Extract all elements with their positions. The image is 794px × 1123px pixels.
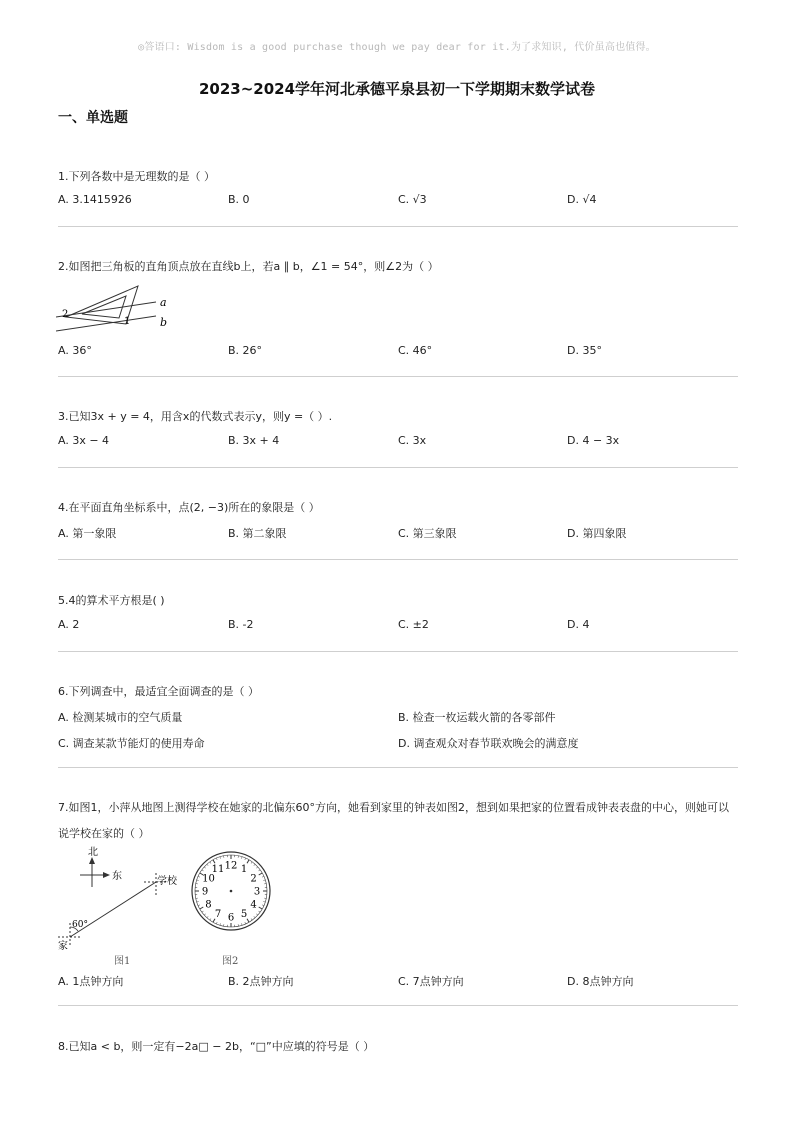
clock-tick bbox=[197, 902, 199, 903]
options bbox=[58, 618, 738, 636]
options bbox=[58, 973, 738, 991]
clock-tick bbox=[220, 923, 221, 925]
clock-tick bbox=[259, 907, 262, 909]
clock-tick bbox=[202, 911, 204, 912]
clock-number: 2 bbox=[250, 873, 257, 885]
question-stem: 1.下列各数中是无理数的是（ ） bbox=[58, 170, 215, 183]
clock-tick bbox=[254, 916, 255, 917]
angle-label: 60° bbox=[72, 920, 88, 930]
option-b[interactable]: B. 检查一枚运载火箭的各零部件 bbox=[398, 711, 556, 724]
clock-tick bbox=[242, 923, 243, 925]
clock-tick bbox=[242, 857, 243, 859]
option-d[interactable]: D. 4 − 3x bbox=[567, 434, 620, 447]
clock-tick bbox=[216, 858, 217, 860]
clock-tick bbox=[254, 864, 255, 865]
clock-tick bbox=[198, 876, 200, 877]
question-stem: 5.4的算术平方根是( ) bbox=[58, 594, 165, 607]
clock-number: 11 bbox=[211, 863, 225, 875]
clock-tick bbox=[207, 916, 208, 917]
clock-tick bbox=[245, 922, 246, 924]
option-a[interactable]: A. 36° bbox=[58, 344, 92, 357]
clock-tick bbox=[251, 919, 252, 921]
clock-tick bbox=[263, 880, 265, 881]
clock-tick bbox=[213, 860, 215, 863]
clock-tick bbox=[259, 870, 261, 871]
home-label: 家 bbox=[58, 941, 68, 952]
clock-number: 7 bbox=[214, 909, 222, 921]
clock-tick bbox=[207, 864, 208, 865]
clock-tick bbox=[202, 870, 204, 871]
option-d[interactable]: D. 35° bbox=[567, 344, 602, 357]
clock-tick bbox=[247, 919, 249, 922]
east-label: 东 bbox=[112, 871, 122, 882]
clock-tick bbox=[200, 907, 203, 909]
clock-number: 9 bbox=[201, 886, 209, 898]
line-b-label: b bbox=[160, 316, 168, 329]
option-b[interactable]: B. -2 bbox=[228, 618, 254, 631]
clock-number: 5 bbox=[240, 909, 248, 921]
option-a[interactable]: A. 第一象限 bbox=[58, 527, 117, 540]
clock-tick bbox=[263, 902, 265, 903]
option-c[interactable]: C. √3 bbox=[398, 193, 427, 206]
figure-2-caption: 图2 bbox=[222, 956, 239, 967]
clock-tick bbox=[245, 858, 246, 860]
question-3 bbox=[58, 408, 738, 447]
option-c[interactable]: C. 3x bbox=[398, 434, 427, 447]
section-heading: 一、单选题 bbox=[58, 110, 128, 126]
clock-number: 4 bbox=[250, 899, 257, 911]
school-label: 学校 bbox=[157, 876, 177, 887]
option-a[interactable]: A. 1点钟方向 bbox=[58, 975, 124, 988]
divider bbox=[58, 467, 738, 468]
clock-tick bbox=[216, 922, 217, 924]
divider bbox=[58, 376, 738, 377]
options bbox=[58, 193, 738, 211]
clock-tick bbox=[256, 914, 257, 915]
option-c[interactable]: C. 调查某款节能灯的使用寿命 bbox=[58, 737, 205, 750]
clock-number: 6 bbox=[227, 912, 235, 924]
option-b[interactable]: B. 3x + 4 bbox=[228, 434, 280, 447]
divider bbox=[58, 767, 738, 768]
map-direction-figure bbox=[56, 845, 191, 970]
question-stem-line-1: 7.如图1，小萍从地图上测得学校在她家的北偏东60°方向，她看到家里的钟表如图2，想到如果把家的位置看成钟表表盘的中心，则她可以 bbox=[58, 801, 729, 814]
question-stem: 8.已知a < b，则一定有−2a□ − 2b，“□”中应填的符号是（ ） bbox=[58, 1040, 375, 1053]
options-row-2 bbox=[58, 735, 738, 753]
option-a[interactable]: A. 3x − 4 bbox=[58, 434, 110, 447]
option-d[interactable]: D. √4 bbox=[567, 193, 597, 206]
clock-tick bbox=[251, 862, 252, 864]
clock-number: 10 bbox=[202, 873, 215, 885]
triangle-ruler-figure bbox=[56, 284, 186, 334]
clock-tick bbox=[197, 880, 199, 881]
option-d[interactable]: D. 8点钟方向 bbox=[567, 975, 634, 988]
question-7 bbox=[58, 799, 738, 843]
question-4 bbox=[58, 499, 738, 540]
angle-2-label: 2 bbox=[62, 309, 69, 320]
options-row-1 bbox=[58, 709, 738, 727]
option-a[interactable]: A. 检测某城市的空气质量 bbox=[58, 711, 183, 724]
option-a[interactable]: A. 3.1415926 bbox=[58, 193, 132, 206]
option-b[interactable]: B. 2点钟方向 bbox=[228, 975, 294, 988]
clock-tick bbox=[259, 873, 262, 875]
clock-tick bbox=[198, 905, 200, 906]
divider bbox=[58, 559, 738, 560]
clock-tick bbox=[210, 919, 211, 921]
line-a-label: a bbox=[160, 296, 167, 309]
option-c[interactable]: C. ±2 bbox=[398, 618, 429, 631]
option-d[interactable]: D. 调查观众对春节联欢晚会的满意度 bbox=[398, 737, 579, 750]
question-stem: 3.已知3x + y = 4，用含x的代数式表示y，则y =（ ）. bbox=[58, 410, 333, 423]
option-d[interactable]: D. 第四象限 bbox=[567, 527, 627, 540]
option-c[interactable]: C. 第三象限 bbox=[398, 527, 457, 540]
option-b[interactable]: B. 26° bbox=[228, 344, 263, 357]
question-stem: 6.下列调查中，最适宜全面调查的是（ ） bbox=[58, 685, 259, 698]
question-stem: 2.如图把三角板的直角顶点放在直线b上，若a ∥ b，∠1 = 54°，则∠2为（ ） bbox=[58, 260, 439, 273]
clock-tick bbox=[262, 905, 264, 906]
options bbox=[58, 525, 738, 543]
options bbox=[58, 344, 738, 362]
clock-tick bbox=[204, 867, 205, 868]
clock-tick bbox=[247, 860, 249, 863]
question-stem: 4.在平面直角坐标系中，点(2, −3)所在的象限是（ ） bbox=[58, 501, 320, 514]
question-stem-line-2: 说学校在家的（ ） bbox=[58, 827, 150, 840]
clock-tick bbox=[256, 867, 257, 868]
option-a[interactable]: A. 2 bbox=[58, 618, 80, 631]
angle-1-label: 1 bbox=[124, 316, 131, 327]
clock-number: 3 bbox=[253, 886, 261, 898]
clock-tick bbox=[204, 914, 205, 915]
divider bbox=[58, 651, 738, 652]
figure-1-caption: 图1 bbox=[114, 956, 131, 967]
north-label: 北 bbox=[88, 847, 98, 858]
options bbox=[58, 434, 738, 452]
clock-figure bbox=[190, 850, 272, 968]
question-8 bbox=[58, 1038, 738, 1056]
page-title: 2023~2024学年河北承德平泉县初一下学期期末数学试卷 bbox=[198, 80, 596, 98]
clock-number: 1 bbox=[240, 863, 248, 875]
watermark: ◎答语口: Wisdom is a good purchase though we pay dear for it.为了求知识, 代价虽高也值得。 bbox=[138, 42, 656, 53]
divider bbox=[58, 1005, 738, 1006]
clock-number: 8 bbox=[205, 899, 212, 911]
option-b[interactable]: B. 0 bbox=[228, 193, 250, 206]
option-c[interactable]: C. 46° bbox=[398, 344, 433, 357]
clock-tick bbox=[259, 911, 261, 912]
divider bbox=[58, 226, 738, 227]
option-b[interactable]: B. 第二象限 bbox=[228, 527, 287, 540]
question-2 bbox=[58, 258, 738, 276]
option-c[interactable]: C. 7点钟方向 bbox=[398, 975, 464, 988]
clock-number: 12 bbox=[224, 860, 238, 872]
clock-tick bbox=[262, 876, 264, 877]
option-d[interactable]: D. 4 bbox=[567, 618, 590, 631]
question-6 bbox=[58, 683, 738, 750]
question-5 bbox=[58, 592, 738, 631]
clock-tick bbox=[220, 857, 221, 859]
question-1 bbox=[58, 168, 738, 206]
